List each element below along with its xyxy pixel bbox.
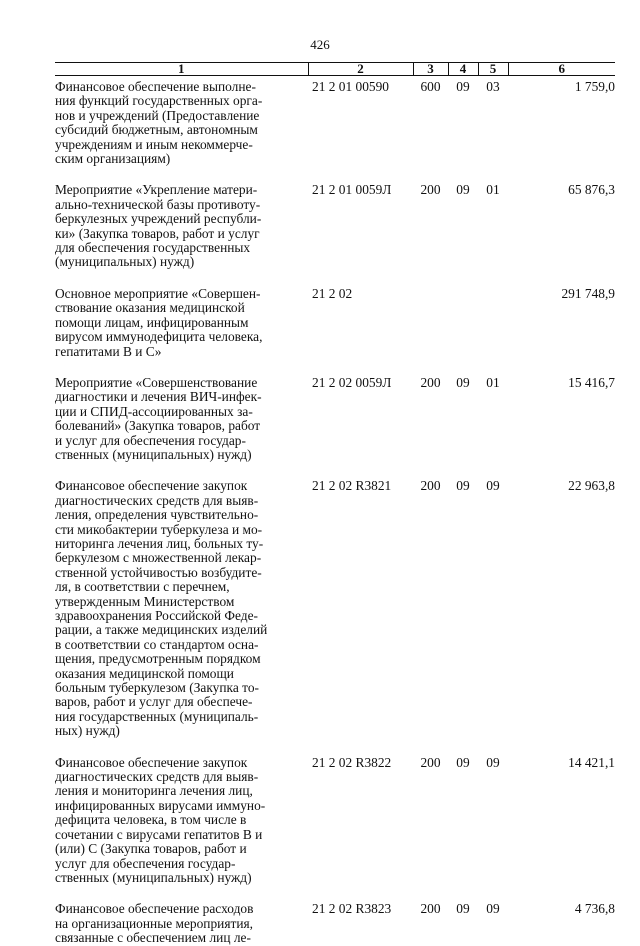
table-body	[55, 76, 615, 946]
description-line: дефицита человека, в том числе в	[55, 812, 247, 828]
description-line: и услуг для обеспечения государ-	[55, 432, 246, 448]
table-row	[55, 752, 615, 886]
column-header: 4	[448, 63, 478, 76]
expense-type: 200	[420, 478, 441, 494]
page-number: 426	[310, 37, 330, 52]
budget-code: 21 2 01 00590	[312, 79, 389, 94]
description-line: ским организациям)	[55, 151, 171, 167]
description-line: услуг для обеспечения государ-	[55, 855, 236, 871]
description-line: ных) нужд)	[55, 723, 120, 739]
spacer-cell	[55, 885, 615, 898]
description-line: Финансовое обеспечение расходов	[55, 901, 254, 917]
description-line: сти микобактерии туберкулеза и мо-	[55, 521, 263, 537]
description-line: болеваний» (Закупка товаров, работ	[55, 418, 261, 434]
description-line: рации, а также медицинских изделий	[55, 622, 268, 638]
column-header: 2	[308, 63, 413, 76]
description-line: Мероприятие «Совершенствование	[55, 374, 258, 390]
subsection-code: 01	[486, 182, 500, 198]
amount: 291 748,9	[561, 285, 615, 301]
spacer-cell	[55, 166, 615, 179]
description-line: оказания медицинской помощи	[55, 665, 234, 681]
section-code: 09	[456, 478, 470, 494]
description-line: (муниципальных) нужд)	[55, 254, 195, 270]
description-line: субсидий бюджетным, автономным	[55, 122, 258, 138]
budget-code: 21 2 02 R3823	[312, 901, 392, 917]
spacer-cell	[55, 359, 615, 372]
description-line: ки» (Закупка товаров, работ и услуг	[55, 225, 260, 241]
description-line: учреждениям и иным некоммерче-	[55, 136, 253, 152]
description-line: больным туберкулезом (Закупка то-	[55, 680, 259, 696]
subsection-code: 09	[486, 478, 500, 494]
amount: 1 759,0	[574, 79, 615, 94]
column-header: 1	[55, 63, 308, 76]
description-line: Финансовое обеспечение закупок	[55, 478, 248, 494]
table-row	[55, 372, 615, 462]
table-row	[55, 475, 615, 738]
description-line: беркулезных учреждений республи-	[55, 211, 262, 227]
table-row	[55, 898, 615, 945]
expense-type	[413, 283, 448, 359]
amount: 15 416,7	[568, 374, 615, 390]
description-line: для обеспечения государственных	[55, 240, 251, 256]
description-line: беркулезом с множественной лекар-	[55, 550, 262, 566]
item-description	[55, 283, 308, 359]
expense-type: 200	[420, 754, 441, 770]
budget-code: 21 2 02 0059Л	[312, 374, 392, 390]
item-description	[55, 898, 308, 945]
section-code: 09	[456, 901, 470, 917]
spacer-cell	[55, 739, 615, 752]
subsection-code: 03	[486, 79, 500, 94]
table-row	[55, 283, 615, 359]
description-line: ния функций государственных орга-	[55, 93, 263, 109]
description-line: помощи лицам, инфицированным	[55, 314, 249, 330]
amount: 4 736,8	[574, 901, 615, 917]
description-line: диагностических средств для выяв-	[55, 492, 259, 508]
description-line: ля, в соответствии с перечнем,	[55, 579, 230, 595]
description-line: нов и учреждений (Предоставление	[55, 107, 260, 123]
section-code: 09	[456, 754, 470, 770]
description-line: ниторинга лечения лиц, больных ту-	[55, 535, 264, 551]
item-description	[55, 752, 308, 886]
description-line: ции и СПИД-ассоциированных за-	[55, 403, 253, 419]
description-line: ственных (муниципальных) нужд)	[55, 869, 252, 885]
description-line: сочетании с вирусами гепатитов В и	[55, 826, 263, 842]
description-line: утвержденным Министерством	[55, 593, 235, 609]
column-header: 3	[413, 63, 448, 76]
table-header-row	[55, 63, 615, 76]
description-line: ственной устойчивостью возбудите-	[55, 564, 262, 580]
description-line: в соответствии со стандартом осна-	[55, 636, 259, 652]
amount: 14 421,1	[568, 754, 615, 770]
section-code: 09	[456, 182, 470, 198]
item-description	[55, 76, 308, 167]
description-line: щения, предусмотренным порядком	[55, 651, 261, 667]
row-spacer	[55, 166, 615, 179]
budget-code: 21 2 02 R3821	[312, 478, 392, 494]
amount: 22 963,8	[568, 478, 615, 494]
description-line: ально-технической базы противоту-	[55, 196, 261, 212]
expense-type: 200	[420, 901, 441, 917]
subsection-code: 09	[486, 754, 500, 770]
description-line: ния государственных (муниципаль-	[55, 708, 259, 724]
description-line: (или) С (Закупка товаров, работ и	[55, 841, 247, 857]
amount: 65 876,3	[568, 182, 615, 198]
budget-code: 21 2 02	[312, 285, 353, 301]
description-line: Финансовое обеспечение выполне-	[55, 79, 256, 94]
column-header: 6	[508, 63, 615, 76]
description-line: связанные с обеспечением лиц ле-	[55, 930, 251, 946]
budget-code: 21 2 02 R3822	[312, 754, 392, 770]
description-line: Основное мероприятие «Совершен-	[55, 285, 261, 301]
spacer-cell	[55, 462, 615, 475]
description-line: ственных (муниципальных) нужд)	[55, 446, 252, 462]
description-line: Финансовое обеспечение закупок	[55, 754, 248, 770]
description-line: ствование оказания медицинской	[55, 300, 245, 316]
description-line: Мероприятие «Укрепление матери-	[55, 182, 258, 198]
section-code	[448, 283, 478, 359]
subsection-code	[478, 283, 508, 359]
description-line: диагностических средств для выяв-	[55, 769, 259, 785]
row-spacer	[55, 270, 615, 283]
description-line: здравоохранения Российской Феде-	[55, 608, 258, 623]
item-description	[55, 372, 308, 462]
description-line: инфицированных вирусами иммуно-	[55, 797, 266, 813]
description-line: на организационные мероприятия,	[55, 915, 254, 931]
table-row	[55, 179, 615, 269]
expense-type: 600	[420, 79, 441, 94]
column-header: 5	[478, 63, 508, 76]
description-line: вирусом иммунодефицита человека,	[55, 329, 263, 345]
item-description	[55, 475, 308, 738]
description-line: ления и мониторинга лечения лиц,	[55, 783, 253, 799]
row-spacer	[55, 739, 615, 752]
section-code: 09	[456, 79, 470, 94]
subsection-code: 01	[486, 374, 500, 390]
description-line: ления, определения чувствительно-	[55, 507, 259, 523]
row-spacer	[55, 885, 615, 898]
budget-table	[55, 62, 615, 946]
row-spacer	[55, 462, 615, 475]
item-description	[55, 179, 308, 269]
budget-code: 21 2 01 0059Л	[312, 182, 392, 198]
description-line: гепатитами В и С»	[55, 343, 162, 359]
expense-type: 200	[420, 374, 441, 390]
description-line: диагностики и лечения ВИЧ-инфек-	[55, 389, 262, 405]
row-spacer	[55, 359, 615, 372]
expense-type: 200	[420, 182, 441, 198]
subsection-code: 09	[486, 901, 500, 917]
spacer-cell	[55, 270, 615, 283]
table-row	[55, 76, 615, 167]
section-code: 09	[456, 374, 470, 390]
description-line: варов, работ и услуг для обеспече-	[55, 694, 253, 710]
